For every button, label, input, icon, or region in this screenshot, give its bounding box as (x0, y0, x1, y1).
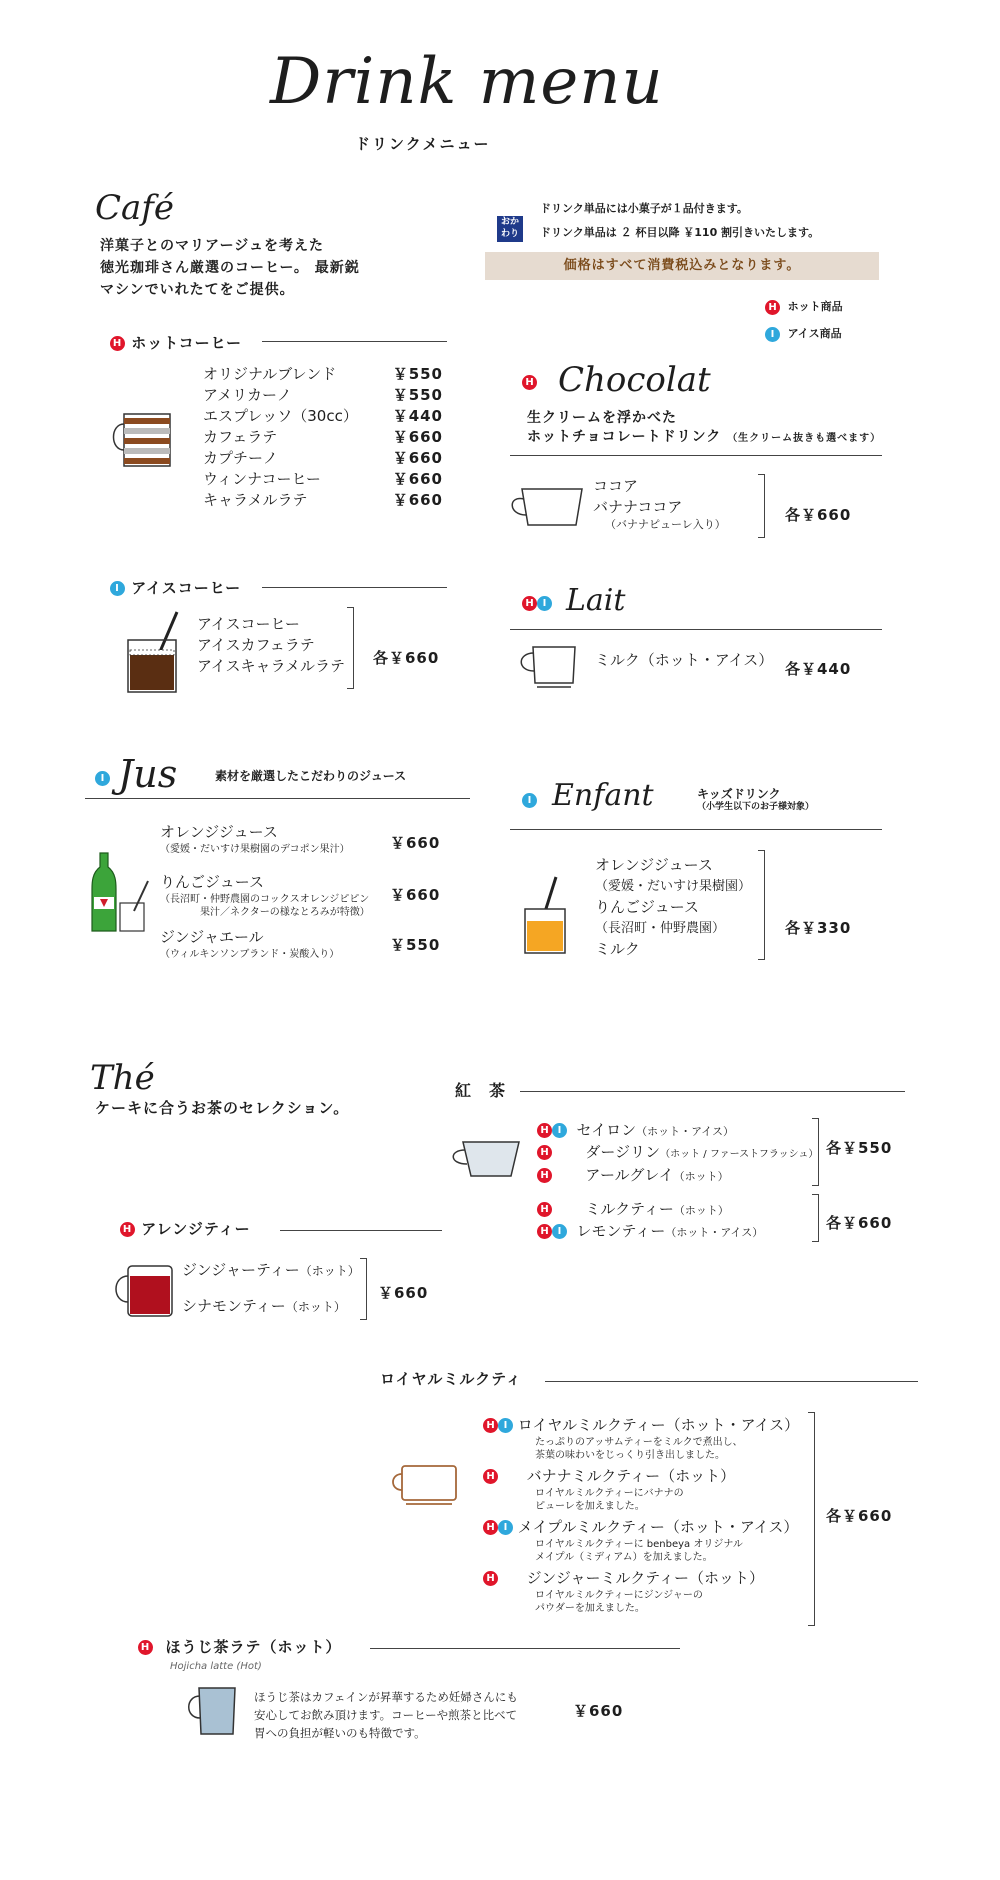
tea-item (182, 1296, 360, 1318)
item-note: （バナナピューレ入り） (605, 518, 726, 531)
the-title: Thé (90, 1058, 155, 1098)
divider (545, 1381, 918, 1382)
cafe-desc-line: マシンでいれたてをご提供。 (100, 282, 295, 298)
houjicha-sub: Hojicha latte (Hot) (170, 1661, 262, 1672)
item-note: （ウィルキンソンブランド・炭酸入り） (160, 949, 340, 960)
jus-list (160, 822, 370, 961)
okawari-text: おかわり (500, 217, 519, 239)
royal-milk-tea-cup-icon (390, 1462, 470, 1507)
item-desc: ピューレを加えました。 (535, 1501, 645, 1512)
enfant-price: 各￥330 (785, 919, 852, 937)
menu-title: Drink menu (270, 45, 664, 119)
ice-icon: I (498, 1520, 513, 1535)
divider (85, 798, 470, 799)
hot-icon: H (138, 1640, 153, 1655)
jus-price: ￥550 (390, 936, 441, 954)
hot-icon: H (537, 1168, 552, 1183)
cafe-desc (100, 235, 360, 301)
ice-coffee-list (197, 614, 345, 677)
houjicha-label: ほうじ茶ラテ（ホット） (165, 1638, 342, 1656)
tea-item (537, 1120, 818, 1142)
koucha-price-2: 各￥660 (826, 1214, 893, 1232)
hot-icon: H (483, 1469, 498, 1484)
houjicha-price: ￥660 (573, 1702, 624, 1720)
menu-item: ココア (593, 477, 639, 495)
royal-item (483, 1466, 799, 1517)
bracket (360, 1258, 367, 1320)
item-price: ￥660 (392, 449, 443, 467)
menu-item (203, 427, 443, 448)
arrange-tea-mug-icon (112, 1262, 177, 1320)
hot-coffee-list (203, 364, 443, 511)
hot-coffee-label: ホットコーヒー (131, 334, 243, 352)
menu-item (203, 364, 443, 385)
houjicha-mug-icon (183, 1684, 243, 1739)
item-desc: メイプル（ミディアム）を加えました。 (535, 1552, 713, 1563)
jus-desc: 素材を厳選したこだわりのジュース (215, 769, 407, 783)
hot-icon: H (483, 1571, 498, 1586)
menu-item: バナナココア (593, 498, 683, 516)
tea-item (537, 1199, 763, 1221)
ice-coffee-price: 各￥660 (373, 649, 440, 667)
royal-item (483, 1517, 799, 1568)
item-name: カプチーノ (203, 449, 278, 467)
houjicha-desc-line: 安心してお飲み頂けます。コーヒーや煎茶と比べて (254, 1708, 518, 1722)
royal-price: 各￥660 (826, 1507, 893, 1525)
houjicha-header (138, 1636, 341, 1657)
item-name: セイロン (576, 1121, 637, 1139)
chocolat-badges (522, 372, 537, 391)
divider (510, 829, 882, 830)
juice-bottle-icon (90, 853, 155, 933)
item-price: ￥660 (392, 428, 443, 446)
item-name: ジンジャーミルクティー（ホット） (526, 1569, 765, 1587)
enfant-desc (697, 788, 814, 814)
menu-item (203, 448, 443, 469)
item-note: 果汁／ネクターの様なとろみが特徴） (200, 907, 370, 918)
item-name: ダージリン (585, 1143, 661, 1161)
jus-item (160, 927, 370, 961)
enfant-desc-main: キッズドリンク (697, 787, 781, 801)
enfant-desc-note: （小学生以下のお子様対象） (697, 802, 815, 812)
item-name: ジンジャエール (160, 928, 264, 946)
hot-coffee-header (110, 332, 242, 353)
arrange-tea-header (120, 1218, 251, 1239)
koucha-group-1 (537, 1120, 818, 1187)
arrange-tea-label: アレンジティー (141, 1220, 251, 1238)
ice-icon: I (765, 327, 780, 342)
bracket (812, 1118, 819, 1186)
hot-icon: H (522, 596, 537, 611)
item-note: （愛媛・だいすけ果樹園） (595, 879, 752, 894)
item-desc: ロイヤルミルクティーにバナナの (535, 1488, 684, 1499)
item-note: （ホット） (673, 1170, 729, 1183)
royal-list (483, 1415, 799, 1615)
ice-icon: I (552, 1224, 567, 1239)
chocolat-price: 各￥660 (785, 506, 852, 524)
ice-coffee-header (110, 577, 241, 598)
item-desc: 茶葉の味わいをじっくり引き出しました。 (535, 1450, 725, 1461)
lait-price: 各￥440 (785, 660, 852, 678)
hot-icon: H (765, 300, 780, 315)
ice-icon: I (522, 793, 537, 808)
jus-item (160, 822, 370, 872)
bracket (758, 474, 765, 538)
ice-coffee-label: アイスコーヒー (131, 579, 242, 597)
hot-icon: H (110, 336, 125, 351)
menu-item: アイスキャラメルラテ (197, 657, 346, 675)
arrange-tea-price: ￥660 (378, 1284, 429, 1302)
item-name: ウィンナコーヒー (203, 470, 321, 488)
legend-ice-label: アイス商品 (787, 327, 842, 340)
jus-title: Jus (118, 752, 178, 796)
item-price: ￥660 (392, 491, 443, 509)
menu-item (203, 406, 443, 427)
item-price: ￥550 (392, 386, 443, 404)
note-line-2: ドリンク単品は ２ 杯目以降 ￥110 割引きいたします。 (540, 226, 820, 239)
item-note: （ホット） (673, 1204, 729, 1217)
item-desc: ロイヤルミルクティーに benbeya オリジナル (535, 1539, 743, 1550)
item-name: アメリカーノ (203, 386, 292, 404)
menu-item (203, 469, 443, 490)
item-name: カフェラテ (203, 428, 278, 446)
item-name: バナナミルクティー（ホット） (526, 1467, 736, 1485)
houjicha-desc-line: 胃への負担が軽いのも特徴です。 (254, 1726, 426, 1740)
enfant-title: Enfant (552, 778, 654, 813)
hot-icon: H (522, 375, 537, 390)
hot-icon: H (120, 1222, 135, 1237)
item-price: ￥660 (392, 470, 443, 488)
menu-item: アイスカフェラテ (197, 636, 315, 654)
the-desc: ケーキに合うお茶のセレクション。 (95, 1099, 350, 1117)
item-name: エスプレッソ（30cc） (203, 407, 358, 425)
legend-hot-label: ホット商品 (787, 300, 843, 313)
divider (510, 455, 882, 456)
tax-note: 価格はすべて消費税込みとなります。 (485, 252, 879, 280)
legend-hot (765, 298, 843, 315)
item-name: りんごジュース (160, 873, 264, 891)
tea-item (537, 1221, 763, 1243)
item-price: ￥440 (392, 407, 443, 425)
tea-cup-icon (447, 1140, 522, 1180)
item-name: ロイヤルミルクティー（ホット・アイス） (517, 1416, 800, 1434)
divider (520, 1091, 905, 1092)
cafe-desc-line: 洋菓子とのマリアージュを考えた (100, 238, 325, 254)
divider (262, 341, 447, 342)
cafe-desc-line: 徳光珈琲さん厳選のコーヒー。 最新鋭 (100, 260, 360, 276)
menu-item: オレンジジュース (595, 856, 713, 874)
enfant-badges (522, 790, 537, 809)
item-name: オリジナルブレンド (203, 365, 337, 383)
divider (280, 1230, 442, 1231)
ice-icon: I (552, 1123, 567, 1138)
item-name: ジンジャーティー (182, 1261, 300, 1279)
menu-item (203, 385, 443, 406)
item-price: ￥550 (392, 365, 443, 383)
item-note: （愛媛・だいすけ果樹園のデコポン果汁） (160, 844, 350, 855)
bracket (808, 1412, 815, 1626)
iced-coffee-glass-icon (125, 610, 185, 695)
item-name: オレンジジュース (160, 823, 278, 841)
chocolat-list (593, 476, 726, 531)
houjicha-desc-line: ほうじ茶はカフェインが昇華するため妊婦さんにも (254, 1690, 518, 1704)
item-desc: ロイヤルミルクティーにジンジャーの (535, 1590, 703, 1601)
item-note: （ホット・アイス） (665, 1226, 764, 1239)
ice-icon: I (537, 596, 552, 611)
kids-juice-glass-icon (522, 875, 572, 955)
bracket (347, 607, 354, 689)
hot-icon: H (537, 1123, 552, 1138)
royal-milk-tea-label: ロイヤルミルクティ (380, 1370, 522, 1388)
okawari-badge (497, 216, 523, 242)
divider (370, 1648, 680, 1649)
koucha-label: 紅 茶 (455, 1081, 507, 1100)
jus-item (160, 872, 370, 927)
hot-icon: H (537, 1224, 552, 1239)
hot-icon: H (483, 1520, 498, 1535)
item-desc: たっぷりのアッサムティーをミルクで煮出し、 (535, 1437, 743, 1448)
cocoa-cup-icon (510, 485, 590, 530)
chocolat-desc-line: 生クリームを浮かべた (527, 410, 677, 426)
tea-item (537, 1165, 818, 1187)
cafe-title: Café (95, 188, 174, 228)
royal-item (483, 1415, 799, 1466)
item-note: （ホット） (299, 1264, 360, 1278)
item-note: （長沼町・仲野農園のコックスオレンジピピン (160, 894, 370, 905)
bracket (758, 850, 765, 960)
koucha-price-1: 各￥550 (826, 1139, 893, 1157)
ice-icon: I (95, 771, 110, 786)
koucha-group-2 (537, 1199, 763, 1243)
item-name: キャラメルラテ (203, 491, 308, 509)
item-desc: パウダーを加えました。 (535, 1603, 645, 1614)
jus-price: ￥660 (390, 834, 441, 852)
item-name: アールグレイ (585, 1166, 674, 1184)
item-name: レモンティー (576, 1222, 666, 1240)
lait-title: Lait (566, 583, 626, 618)
milk-mug-icon (515, 643, 585, 691)
jus-badges (95, 768, 110, 787)
item-note: （ホット） (285, 1300, 346, 1314)
menu-item: ミルク (595, 940, 640, 958)
jus-price: ￥660 (390, 886, 441, 904)
item-name: シナモンティー (182, 1297, 286, 1315)
tea-item (537, 1142, 818, 1165)
item-note: （ホット・アイス） (636, 1125, 735, 1138)
item-note: （ホット / ファーストフラッシュ） (660, 1149, 819, 1160)
note-line-1: ドリンク単品には小菓子が１品付きます。 (540, 202, 748, 215)
bracket (812, 1194, 819, 1242)
ice-icon: I (110, 581, 125, 596)
item-name: メイプルミルクティー（ホット・アイス） (517, 1518, 799, 1536)
item-note: （長沼町・仲野農園） (595, 921, 726, 936)
lait-badges (522, 593, 552, 612)
hot-icon: H (483, 1418, 498, 1433)
item-name: ミルクティー (585, 1200, 674, 1218)
houjicha-desc (254, 1688, 518, 1742)
chocolat-desc-note: （生クリーム抜きも選べます） (727, 433, 882, 444)
hot-icon: H (537, 1202, 552, 1217)
legend-ice (765, 325, 842, 342)
enfant-list (595, 855, 751, 960)
chocolat-title: Chocolat (558, 360, 711, 400)
royal-item (483, 1568, 799, 1615)
tea-item (182, 1260, 360, 1282)
menu-item: りんごジュース (595, 898, 699, 916)
divider (510, 629, 882, 630)
chocolat-desc (527, 409, 881, 448)
divider (262, 587, 447, 588)
lait-item: ミルク（ホット・アイス） (595, 651, 774, 669)
menu-item: アイスコーヒー (197, 615, 300, 633)
hot-coffee-cup-icon (118, 410, 188, 470)
menu-item (203, 490, 443, 511)
hot-icon: H (537, 1145, 552, 1160)
ice-icon: I (498, 1418, 513, 1433)
chocolat-desc-line: ホットチョコレートドリンク (527, 429, 722, 445)
menu-subtitle: ドリンクメニュー (355, 135, 491, 153)
arrange-tea-list (182, 1260, 360, 1318)
